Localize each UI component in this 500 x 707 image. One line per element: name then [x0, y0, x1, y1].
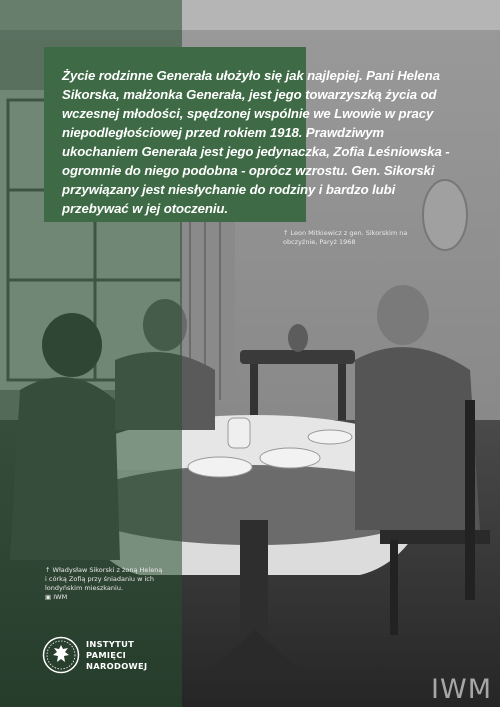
- ipn-line-2: PAMIĘCI: [86, 650, 127, 660]
- caption-top: [283, 229, 433, 247]
- ipn-logo: [42, 636, 182, 676]
- camera-icon: ▣: [45, 593, 54, 601]
- caption-bottom-text: Władysław Sikorski z żoną Heleną i córką Zofią przy śniadaniu w ich londyńskim mieszkaniu.: [45, 566, 163, 592]
- eagle-seal-icon: [42, 636, 80, 674]
- caption-credit: [45, 593, 67, 602]
- ipn-line-1: INSTYTUT: [86, 639, 135, 649]
- caption-top-text: Leon Mitkiewicz z gen. Sikorskim na obczyźnie, Paryż 1968: [283, 229, 408, 246]
- quote-text: Życie rodzinne Generała ułożyło się jak najlepiej. Pani Helena Sikorska, małżonka Generała, jest jego towarzyszką życia od wczesnej młodości, spędzonej wspólnie we Lwowie w pracy niepodległościowej przed rokiem 1918. Prawdziwym ukochaniem Generała jest jego jedynaczka, Zofia Leśniowska - ogromnie do niego podobna - oprócz wzrostu. Gen. Sikorski przywiązany jest niesłychanie do rodziny i bardzo lubi przebywać w jej otoczeniu.: [62, 68, 450, 216]
- ipn-text: [86, 639, 147, 672]
- caption-bottom: [45, 566, 165, 593]
- iwm-watermark: IWM: [431, 674, 492, 705]
- caption-credit-text: IWM: [53, 593, 68, 601]
- ipn-line-3: NARODOWEJ: [86, 661, 148, 671]
- arrow-up-icon: ↑: [45, 566, 53, 574]
- arrow-up-icon: ↑: [283, 229, 291, 237]
